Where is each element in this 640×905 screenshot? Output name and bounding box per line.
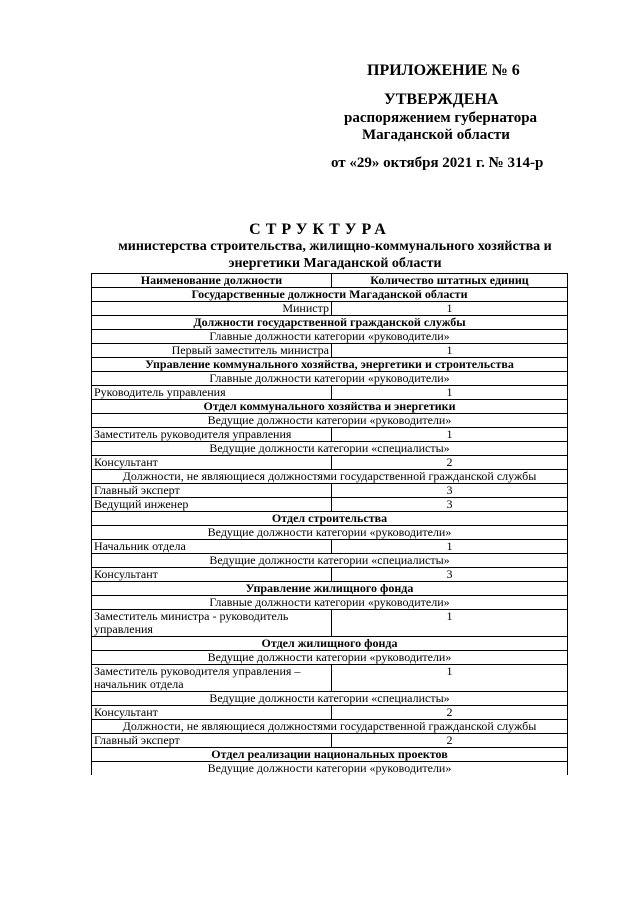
position-count: 1 xyxy=(332,428,568,442)
section-row xyxy=(92,512,568,526)
table-row xyxy=(92,386,568,400)
position-count: 3 xyxy=(332,484,568,498)
category-heading: Ведущие должности категории «руководители» xyxy=(92,526,568,540)
table-row xyxy=(92,456,568,470)
decree-reference: от «29» октября 2021 г. № 314-р xyxy=(331,155,544,171)
table-row xyxy=(92,665,568,692)
category-heading: Ведущие должности категории «руководители» xyxy=(92,414,568,428)
category-row xyxy=(92,372,568,386)
category-row xyxy=(92,330,568,344)
position-name: Заместитель министра - руководитель управления xyxy=(92,610,332,637)
position-name: Консультант xyxy=(92,456,332,470)
table-row xyxy=(92,734,568,748)
section-heading: Отдел строительства xyxy=(92,512,568,526)
position-count: 1 xyxy=(332,386,568,400)
structure-table xyxy=(91,273,568,775)
category-heading: Главные должности категории «руководители» xyxy=(92,372,568,386)
category-row xyxy=(92,720,568,734)
category-row xyxy=(92,692,568,706)
column-header-position: Наименование должности xyxy=(92,274,332,288)
position-count: 1 xyxy=(332,665,568,692)
category-row xyxy=(92,442,568,456)
category-row xyxy=(92,554,568,568)
table-row xyxy=(92,540,568,554)
section-row xyxy=(92,400,568,414)
section-row xyxy=(92,316,568,330)
approved-by-line-2: Магаданской области xyxy=(362,127,510,143)
table-body xyxy=(92,288,568,776)
table-row xyxy=(92,568,568,582)
category-row xyxy=(92,470,568,484)
position-count: 1 xyxy=(332,540,568,554)
category-row xyxy=(92,414,568,428)
position-name: Консультант xyxy=(92,706,332,720)
section-row xyxy=(92,748,568,762)
section-heading: Отдел реализации национальных проектов xyxy=(92,748,568,762)
position-count: 3 xyxy=(332,568,568,582)
position-count: 1 xyxy=(332,302,568,316)
position-count: 1 xyxy=(332,344,568,358)
position-name: Консультант xyxy=(92,568,332,582)
section-heading: Управление жилищного фонда xyxy=(92,582,568,596)
table-row xyxy=(92,344,568,358)
table-row xyxy=(92,498,568,512)
category-heading: Главные должности категории «руководители» xyxy=(92,330,568,344)
section-heading: Государственные должности Магаданской области xyxy=(92,288,568,302)
section-heading: Отдел коммунального хозяйства и энергетики xyxy=(92,400,568,414)
category-row xyxy=(92,526,568,540)
position-name: Заместитель руководителя управления – начальник отдела xyxy=(92,665,332,692)
table-row xyxy=(92,428,568,442)
category-row xyxy=(92,596,568,610)
approved-by-line-1: распоряжением губернатора xyxy=(344,110,538,126)
section-heading: Отдел жилищного фонда xyxy=(92,637,568,651)
position-name: Первый заместитель министра xyxy=(92,344,332,358)
section-row xyxy=(92,582,568,596)
section-heading: Должности государственной гражданской службы xyxy=(92,316,568,330)
category-row xyxy=(92,651,568,665)
position-name: Министр xyxy=(92,302,332,316)
category-heading: Должности, не являющиеся должностями государственной гражданской службы xyxy=(92,470,568,484)
section-row xyxy=(92,637,568,651)
table-header-row xyxy=(92,274,568,288)
category-heading: Ведущие должности категории «специалисты» xyxy=(92,442,568,456)
position-name: Начальник отдела xyxy=(92,540,332,554)
position-count: 2 xyxy=(332,456,568,470)
position-count: 1 xyxy=(332,610,568,637)
category-heading: Ведущие должности категории «руководители» xyxy=(92,651,568,665)
section-row xyxy=(92,288,568,302)
position-count: 3 xyxy=(332,498,568,512)
position-name: Руководитель управления xyxy=(92,386,332,400)
position-name: Ведущий инженер xyxy=(92,498,332,512)
position-count: 2 xyxy=(332,734,568,748)
category-row xyxy=(92,762,568,776)
category-heading: Ведущие должности категории «специалисты» xyxy=(92,554,568,568)
category-heading: Должности, не являющиеся должностями государственной гражданской службы xyxy=(92,720,568,734)
category-heading: Ведущие должности категории «специалисты» xyxy=(92,692,568,706)
category-heading: Ведущие должности категории «руководители» xyxy=(92,762,568,776)
table-row xyxy=(92,706,568,720)
section-row xyxy=(92,358,568,372)
column-header-count: Количество штатных единиц xyxy=(332,274,568,288)
table-row xyxy=(92,610,568,637)
position-name: Главный эксперт xyxy=(92,484,332,498)
position-name: Главный эксперт xyxy=(92,734,332,748)
table-row xyxy=(92,302,568,316)
table-row xyxy=(92,484,568,498)
approved-label: УТВЕРЖДЕНА xyxy=(384,91,499,108)
document-subtitle: министерства строительства, жилищно-коммунального хозяйства и энергетики Магаданской области xyxy=(118,239,552,271)
document-title: СТРУКТУРА xyxy=(249,221,391,238)
section-heading: Управление коммунального хозяйства, энергетики и строительства xyxy=(92,358,568,372)
appendix-number: ПРИЛОЖЕНИЕ № 6 xyxy=(367,62,520,79)
position-name: Заместитель руководителя управления xyxy=(92,428,332,442)
category-heading: Главные должности категории «руководители» xyxy=(92,596,568,610)
position-count: 2 xyxy=(332,706,568,720)
